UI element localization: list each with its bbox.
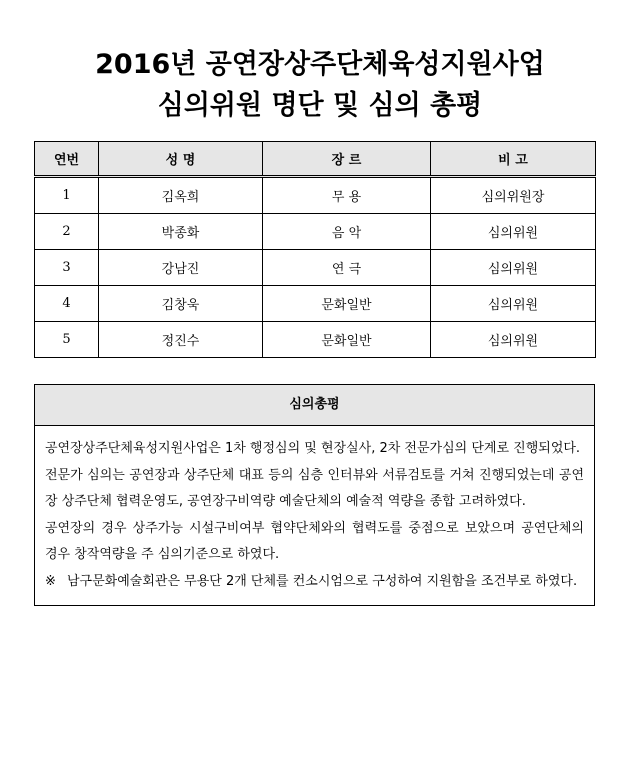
- review-heading: 심의총평: [35, 385, 594, 426]
- review-paragraph: 전문가 심의는 공연장과 상주단체 대표 등의 심층 인터뷰와 서류검토를 거쳐 진행되었는데 공연장 상주단체 협력운영도, 공연장구비역량 예술단체의 예술적 역량을 종합 고려하였다.: [45, 467, 584, 509]
- review-paragraph: 공연장의 경우 상주가능 시설구비여부 협약단체와의 협력도를 중점으로 보았으며 공연단체의 경우 창작역량을 주 심의기준으로 하였다.: [45, 520, 584, 562]
- cell-note: 심의위원: [431, 286, 596, 322]
- cell-number: 4: [35, 286, 99, 322]
- cell-genre: 음 악: [263, 214, 431, 250]
- cell-genre: 문화일반: [263, 322, 431, 358]
- cell-number: 5: [35, 322, 99, 358]
- table-row: [35, 322, 596, 358]
- cell-number: 2: [35, 214, 99, 250]
- cell-note: 심의위원: [431, 214, 596, 250]
- review-box: [34, 384, 595, 606]
- col-header-name: 성 명: [99, 142, 263, 177]
- table-header-row: [35, 142, 596, 177]
- cell-name: 김옥희: [99, 177, 263, 214]
- table-row: [35, 286, 596, 322]
- cell-genre: 연 극: [263, 250, 431, 286]
- members-table: [34, 141, 596, 358]
- cell-number: 1: [35, 177, 99, 214]
- cell-note: 심의위원장: [431, 177, 596, 214]
- col-header-number: 연번: [35, 142, 99, 177]
- cell-name: 강남진: [99, 250, 263, 286]
- cell-note: 심의위원: [431, 250, 596, 286]
- col-header-genre: 장 르: [263, 142, 431, 177]
- col-header-note: 비 고: [431, 142, 596, 177]
- cell-name: 김창욱: [99, 286, 263, 322]
- table-row: [35, 250, 596, 286]
- note-mark-icon: ※: [45, 573, 56, 589]
- table-row: [35, 214, 596, 250]
- cell-name: 정진수: [99, 322, 263, 358]
- cell-name: 박종화: [99, 214, 263, 250]
- review-note: [45, 569, 584, 596]
- cell-genre: 무 용: [263, 177, 431, 214]
- review-paragraph: 공연장상주단체육성지원사업은 1차 행정심의 및 현장실사, 2차 전문가심의 단계로 진행되었다.: [45, 441, 581, 456]
- review-body: [35, 426, 594, 605]
- review-note-text: 남구문화예술회관은 무용단 2개 단체를 컨소시엄으로 구성하여 지원함을 조건부로 하였다.: [67, 573, 578, 589]
- table-row: [35, 177, 596, 214]
- cell-genre: 문화일반: [263, 286, 431, 322]
- page-title-line-1: 2016년 공연장상주단체육성지원사업: [95, 49, 545, 80]
- cell-number: 3: [35, 250, 99, 286]
- cell-note: 심의위원: [431, 322, 596, 358]
- page-title-line-2: 심의위원 명단 및 심의 총평: [157, 90, 483, 121]
